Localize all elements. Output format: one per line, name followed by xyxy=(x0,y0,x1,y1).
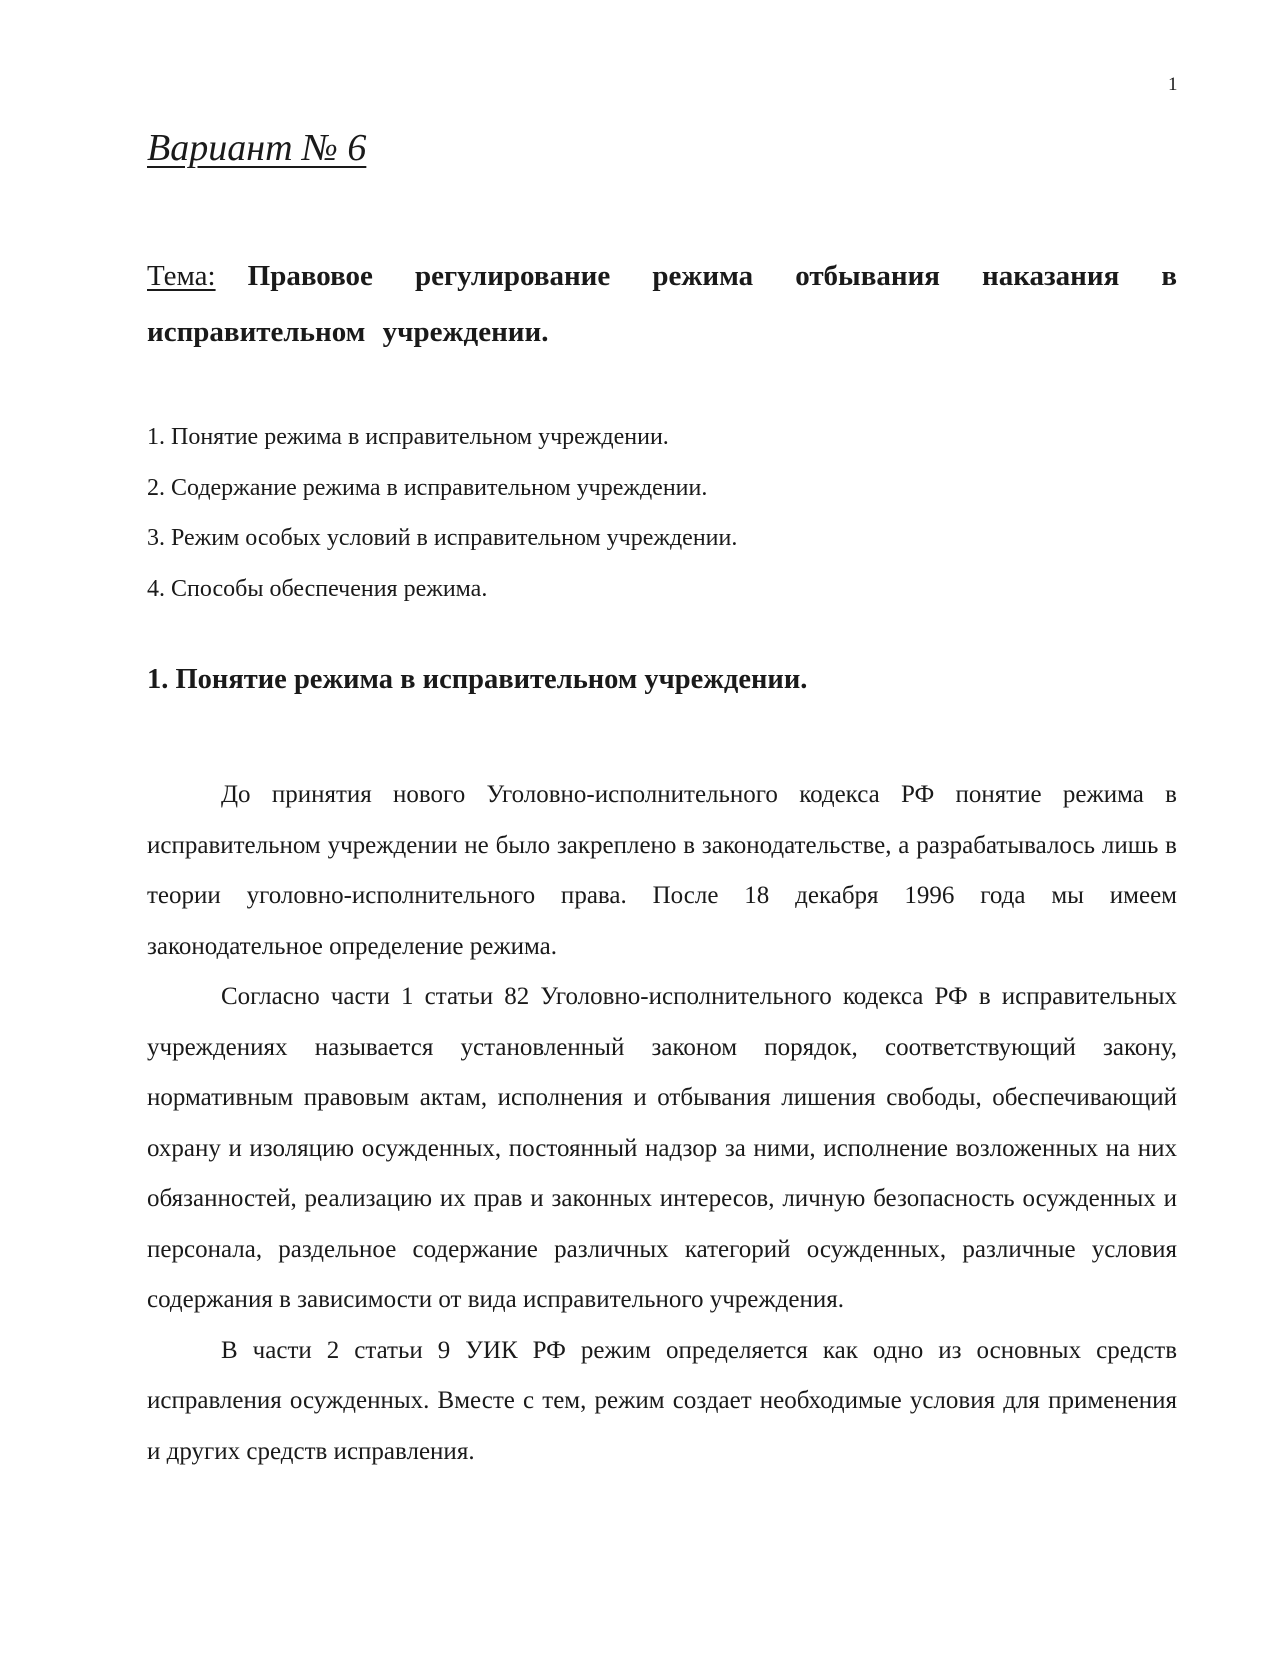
paragraph: Согласно части 1 статьи 82 Уголовно-исполнительного кодекса РФ в исправительных учреждениях называется установленный законом порядок, соответствующий закону, нормативным правовым актам, исполнения и отбывания лишения свободы, обеспечивающий охрану и изоляцию осужденных, постоянный надзор за ними, исполнение возложенных на них обязанностей, реализацию их прав и законных интересов, личную безопасность осужденных и персонала, раздельное содержание различных категорий осужденных, различные условия содержания в зависимости от вида исправительного учреждения. xyxy=(147,983,1177,1313)
plan-item: 1. Понятие режима в исправительном учреждении. xyxy=(147,424,669,450)
paragraph: До принятия нового Уголовно-исполнительного кодекса РФ понятие режима в исправительном учреждении не было закреплено в законодательстве, а разрабатывалось лишь в теории уголовно-исполнительного права. После 18 декабря 1996 года мы имеем законодательное определение режима. xyxy=(147,781,1177,960)
topic-label: Тема: xyxy=(147,260,216,292)
body-text xyxy=(147,770,1177,1477)
section-heading: 1. Понятие режима в исправительном учреждении. xyxy=(147,664,808,695)
plan-item: 4. Способы обеспечения режима. xyxy=(147,575,488,602)
plan-list xyxy=(147,412,1177,614)
paragraph: В части 2 статьи 9 УИК РФ режим определяется как одно из основных средств исправления осужденных. Вместе с тем, режим создает необходимые условия для применения и других средств исправления. xyxy=(147,1336,1177,1465)
plan-item: 3. Режим особых условий в исправительном учреждении. xyxy=(147,525,738,551)
topic xyxy=(147,248,1177,360)
plan-item: 2. Содержание режима в исправительном учреждении. xyxy=(147,474,708,501)
page-number: 1 xyxy=(1168,74,1178,95)
topic-text: Правовое регулирование режима отбывания наказания в исправительном учреждении. xyxy=(147,260,1178,348)
variant-title: Вариант № 6 xyxy=(147,127,367,169)
